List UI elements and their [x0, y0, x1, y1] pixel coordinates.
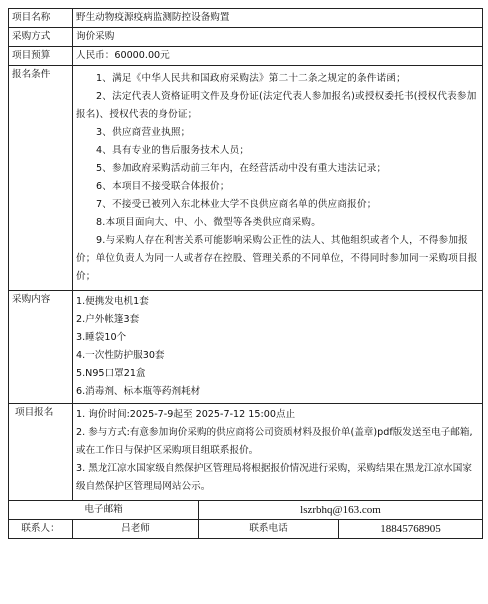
content-item: 5.N95口罩21盒 [76, 368, 146, 379]
condition-item: 8.本项目面向大、中、小、微型等各类供应商采购。 [96, 217, 322, 228]
registration-item: 1. 询价时间:2025-7-9起至 2025-7-12 15:00点止 [76, 409, 296, 420]
condition-item: 1、满足《中华人民共和国政府采购法》第二十二条之规定的条件诺函； [96, 73, 406, 84]
registration-item: 2. 参与方式:有意参加询价采购的供应商将公司资质材料及报价单(盖章)pdf版发送至电子邮箱,或在工作日与保护区采购项目组联系报价。 [76, 427, 473, 456]
procurement-method-label: 采购方式 [9, 28, 73, 47]
email-label: 电子邮箱 [9, 501, 199, 520]
content-item: 6.消毒剂、标本瓶等药剂耗材 [76, 386, 201, 397]
project-name-label: 项目名称 [9, 9, 73, 28]
row-conditions [9, 66, 483, 291]
conditions-list [73, 66, 483, 291]
phone-label: 联系电话 [199, 520, 339, 539]
condition-item: 9.与采购人存在利害关系可能影响采购公正性的法人、其他组织或者个人，不得参加报价；单位负责人为同一人或者存在控股、管理关系的不同单位，不得同时参加同一采购项目报价； [76, 235, 478, 282]
row-contact [9, 520, 483, 539]
row-contents [9, 291, 483, 404]
project-name-value: 野生动物疫源疫病监测防控设备购置 [73, 9, 483, 28]
condition-item: 3、供应商营业执照； [96, 127, 191, 138]
contents-list [73, 291, 483, 404]
row-registration [9, 404, 483, 501]
condition-item: 4、具有专业的售后服务技术人员； [96, 145, 250, 156]
content-item: 1.便携发电机1套 [76, 296, 149, 307]
content-item: 4.一次性防护服30套 [76, 350, 165, 361]
content-item: 2.户外帐篷3套 [76, 314, 140, 325]
row-procurement-method [9, 28, 483, 47]
content-item: 3.睡袋10个 [76, 332, 127, 343]
row-budget [9, 47, 483, 66]
row-project-name [9, 9, 483, 28]
condition-item: 5、参加政府采购活动前三年内，在经营活动中没有重大违法记录； [96, 163, 387, 174]
budget-value: 人民币：60000.00元 [73, 47, 483, 66]
phone-value: 18845768905 [339, 520, 483, 539]
email-value: lszrbhq@163.com [199, 501, 483, 520]
budget-label: 项目预算 [9, 47, 73, 66]
contact-name: 吕老师 [73, 520, 199, 539]
condition-item: 6、本项目不接受联合体报价； [96, 181, 230, 192]
notice-table [8, 8, 483, 539]
contents-label: 采购内容 [9, 291, 73, 404]
procurement-notice-table [8, 8, 482, 598]
row-email [9, 501, 483, 520]
registration-list [73, 404, 483, 501]
registration-label: 项目报名 [9, 404, 73, 501]
registration-item: 3. 黑龙江凉水国家级自然保护区管理局将根据报价情况进行采购，采购结果在黑龙江凉水国家级自然保护区管理局网站公示。 [76, 463, 472, 492]
condition-item: 7、不接受已被列入东北林业大学不良供应商名单的供应商报价； [96, 199, 377, 210]
conditions-label: 报名条件 [9, 66, 73, 291]
contact-label: 联系人： [9, 520, 73, 539]
condition-item: 2、法定代表人资格证明文件及身份证(法定代表人参加报名)或授权委托书(授权代表参加报名)、授权代表的身份证； [76, 91, 477, 120]
procurement-method-value: 询价采购 [73, 28, 483, 47]
